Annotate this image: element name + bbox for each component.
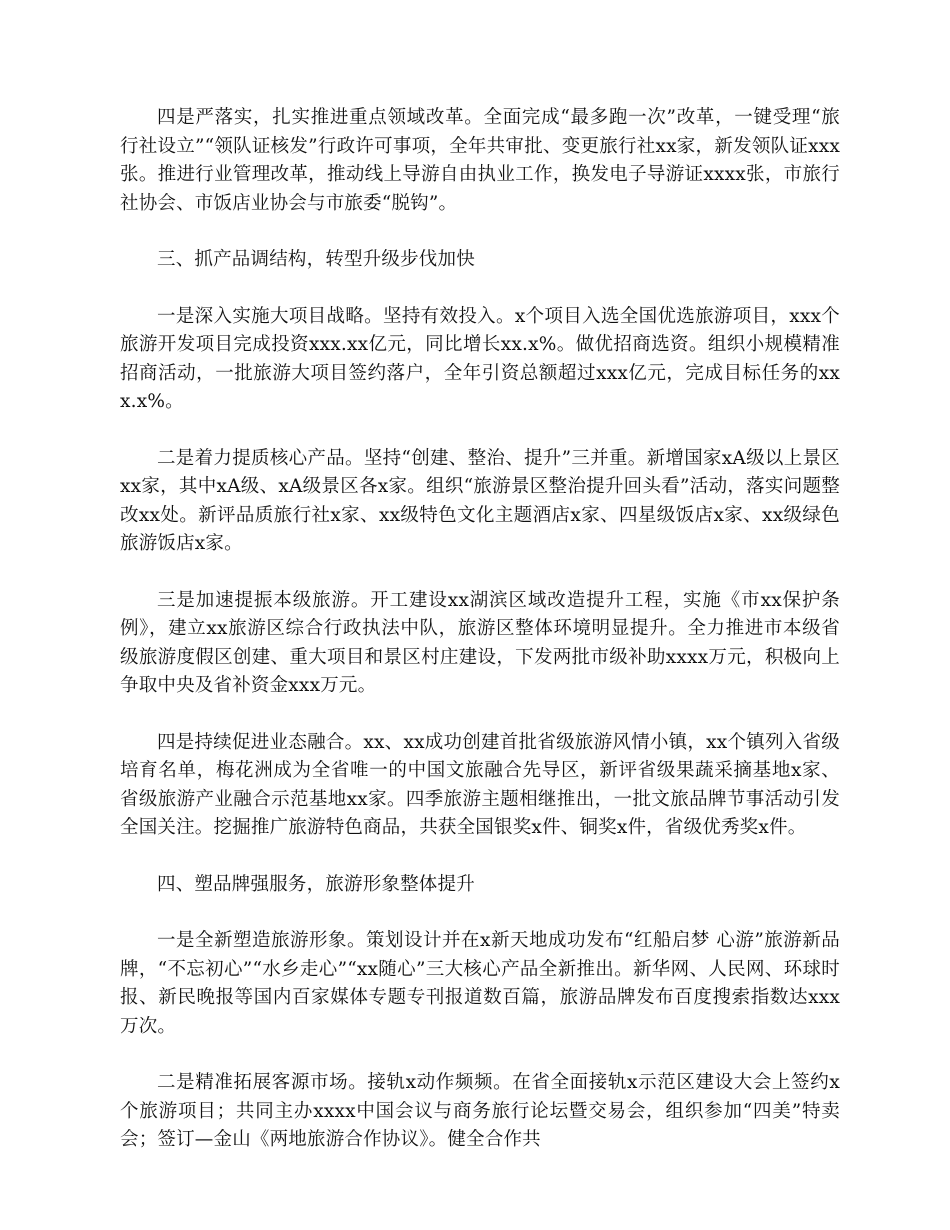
paragraph-local-tourism: 三是加速提振本级旅游。开工建设xx湖滨区域改造提升工程，实施《市xx保护条例》，建立xx旅游区综合行政执法中队，旅游区整体环境明显提升。全力推进市本级省级旅游度假区创建、重大项目和景区村庄建设，下发两批市级补助xxxx万元，积极向上争取中央及省补资金xxx万元。 (120, 589, 840, 696)
paragraph-tourism-image: 一是全新塑造旅游形象。策划设计并在x新天地成功发布“红船启梦 心游”旅游新品牌，“不忘初心”“水乡走心”“xx随心”三大核心产品全新推出。新华网、人民网、环球时报、新民晚报等国内百家媒体专题专刊报道数百篇，旅游品牌发布百度搜索指数达xxx万次。 (120, 930, 840, 1037)
paragraph-industry-fusion: 四是持续促进业态融合。xx、xx成功创建首批省级旅游风情小镇，xx个镇列入省级培育名单，梅花洲成为全省唯一的中国文旅融合先导区，新评省级果蔬采摘基地x家、省级旅游产业融合示范基地xx家。四季旅游主题相继推出，一批文旅品牌节事活动引发全国关注。挖掘推广旅游特色商品，共获全国银奖x件、铜奖x件，省级优秀奖x件。 (120, 731, 840, 838)
paragraph-source-market: 二是精准拓展客源市场。接轨x动作频频。在省全面接轨x示范区建设大会上签约x个旅游项目；共同主办xxxx中国会议与商务旅行论坛暨交易会，组织参加“四美”特卖会；签订—金山《两地旅游合作协议》。健全合作共 (120, 1072, 840, 1150)
paragraph-big-projects: 一是深入实施大项目战略。坚持有效投入。x个项目入选全国优选旅游项目，xxx个旅游开发项目完成投资xxx.xx亿元，同比增长xx.x%。做优招商选资。组织小规模精准招商活动，一批旅游大项目签约落户，全年引资总额超过xxx亿元，完成目标任务的xxx.x%。 (120, 305, 840, 412)
paragraph-reform: 四是严落实，扎实推进重点领域改革。全面完成“最多跑一次”改革，一键受理“旅行社设立”“领队证核发”行政许可事项，全年共审批、变更旅行社xx家，新发领队证xxx张。推进行业管理改革，推动线上导游自由执业工作，换发电子导游证xxxx张，市旅行社协会、市饭店业协会与市旅委“脱钩”。 (120, 107, 840, 214)
document-page (120, 104, 840, 1183)
section-heading-3: 三、抓产品调结构，转型升级步伐加快 (157, 249, 475, 270)
paragraph-core-products: 二是着力提质核心产品。坚持“创建、整治、提升”三并重。新增国家xA级以上景区xx家，其中xA级、xA级景区各x家。组织“旅游景区整治提升回头看”活动，落实问题整改xx处。新评品质旅行社x家、xx级特色文化主题酒店x家、四星级饭店x家、xx级绿色旅游饭店x家。 (120, 447, 840, 554)
section-heading-4: 四、塑品牌强服务，旅游形象整体提升 (157, 873, 475, 895)
